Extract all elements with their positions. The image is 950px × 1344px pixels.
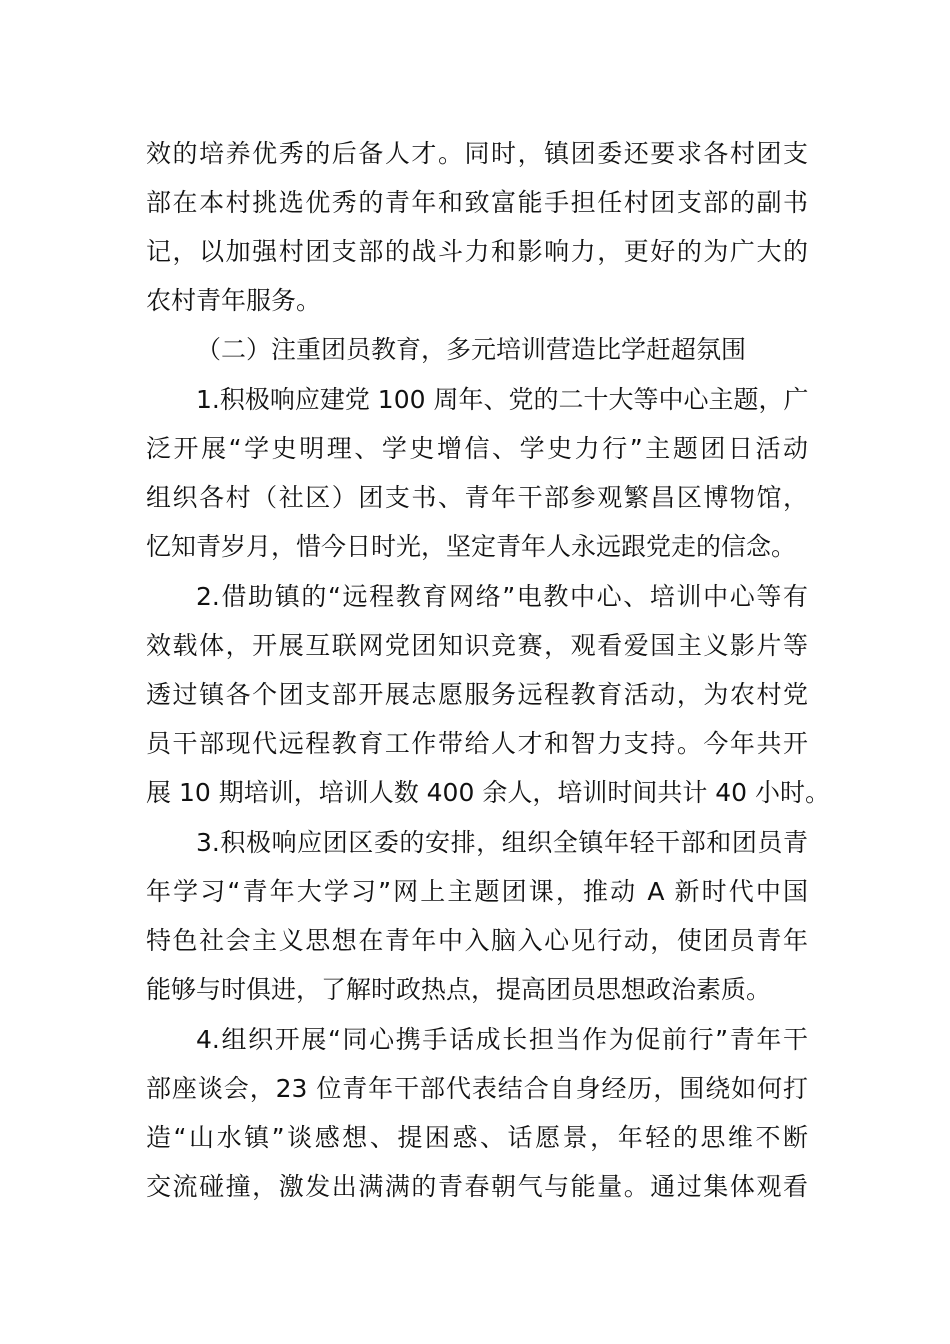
section-heading: （二）注重团员教育，多元培训营造比学赶超氛围 bbox=[196, 335, 747, 364]
text-line: 能够与时俱进，了解时政热点，提高团员思想政治素质。 bbox=[146, 975, 772, 1004]
text-line: 3.积极响应团区委的安排，组织全镇年轻干部和团员青 bbox=[196, 828, 808, 857]
text-line: 年学习“青年大学习”网上主题团课，推动 A 新时代中国 bbox=[146, 877, 808, 906]
text-line: 1.积极响应建党 100 周年、党的二十大等中心主题，广 bbox=[196, 385, 809, 414]
text-line: 泛开展“学史明理、学史增信、学史力行”主题团日活动 bbox=[146, 434, 808, 463]
text-line: 记，以加强村团支部的战斗力和影响力，更好的为广大的 bbox=[146, 237, 808, 266]
text-line: 透过镇各个团支部开展志愿服务远程教育活动，为农村党 bbox=[146, 680, 808, 709]
text-line: 员干部现代远程教育工作带给人才和智力支持。今年共开 bbox=[146, 729, 808, 758]
text-line: 4.组织开展“同心携手话成长担当作为促前行”青年干 bbox=[196, 1025, 808, 1054]
text-line: 忆知青岁月，惜今日时光，坚定青年人永远跟党走的信念。 bbox=[146, 532, 797, 561]
text-line: 农村青年服务。 bbox=[146, 286, 322, 315]
text-line: 交流碰撞，激发出满满的青春朝气与能量。通过集体观看 bbox=[146, 1172, 808, 1201]
text-line: 组织各村（社区）团支书、青年干部参观繁昌区博物馆， bbox=[146, 483, 808, 512]
text-line: 部在本村挑选优秀的青年和致富能手担任村团支部的副书 bbox=[146, 188, 808, 217]
text-line: 造“山水镇”谈感想、提困惑、话愿景，年轻的思维不断 bbox=[146, 1123, 808, 1152]
text-line: 特色社会主义思想在青年中入脑入心见行动，使团员青年 bbox=[146, 926, 808, 955]
text-line: 效载体，开展互联网党团知识竞赛，观看爱国主义影片等 bbox=[146, 631, 808, 660]
text-line: 展 10 期培训，培训人数 400 余人，培训时间共计 40 小时。 bbox=[146, 778, 831, 807]
text-line: 部座谈会，23 位青年干部代表结合自身经历，围绕如何打 bbox=[146, 1074, 808, 1103]
text-line: 效的培养优秀的后备人才。同时，镇团委还要求各村团支 bbox=[146, 139, 808, 168]
text-line: 2.借助镇的“远程教育网络”电教中心、培训中心等有 bbox=[196, 582, 808, 611]
